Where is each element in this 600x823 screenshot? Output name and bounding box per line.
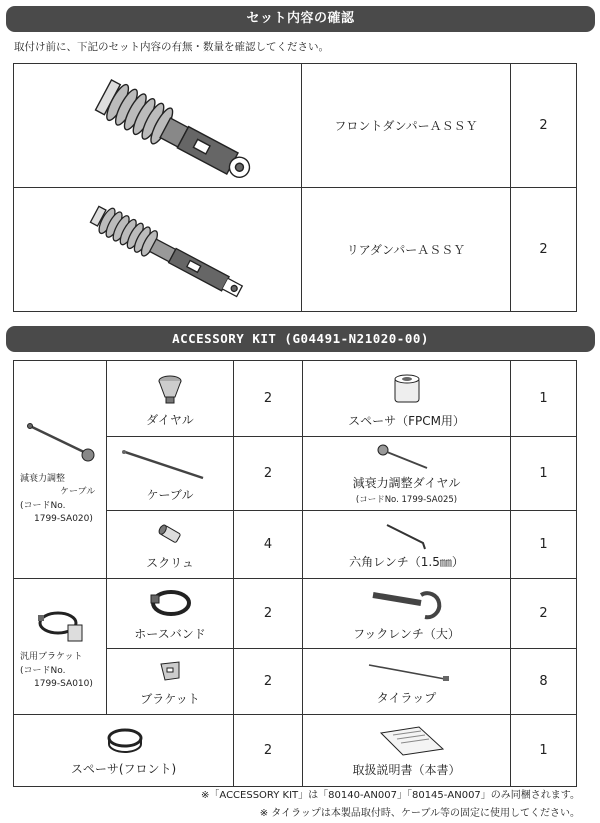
manual-qty: 1	[511, 715, 577, 787]
spacer-icon	[303, 368, 510, 410]
note-accessory-kit: ※「ACCESSORY KIT」は「80140-AN007」「80145-AN007」のみ同梱されます。	[201, 790, 580, 801]
rear-damper-qty: 2	[511, 188, 577, 312]
bracket-label: ブラケット	[140, 692, 200, 706]
hose-band-label: ホースバンド	[134, 627, 206, 641]
table-row	[14, 579, 577, 649]
hex-wrench-qty: 1	[511, 511, 577, 579]
screw-label: スクリュ	[146, 556, 194, 570]
bracket-qty: 2	[234, 649, 303, 715]
cable-tie-label: タイラップ	[376, 691, 437, 705]
hex-wrench-label: 六角レンチ（1.5㎜）	[349, 555, 464, 569]
cable-assembly-icon	[14, 413, 106, 473]
bracket-group-label-1: 汎用ブラケット	[20, 652, 83, 663]
front-damper-image-cell	[14, 64, 302, 188]
bracket-icon	[107, 656, 233, 688]
cable-group-label-2: ケーブル	[60, 487, 96, 497]
spacer-front-label: スペーサ(フロント)	[70, 762, 177, 776]
table-row	[14, 361, 577, 437]
dial-label: ダイヤル	[146, 413, 194, 427]
section-title-contents: セット内容の確認	[6, 6, 595, 32]
bracket-group-cell	[14, 579, 107, 715]
table-row	[14, 64, 577, 188]
spacer-ring-icon	[15, 724, 233, 758]
cable-label: ケーブル	[146, 488, 194, 502]
spacer-fpcm-cell	[303, 361, 511, 437]
cable-tie-icon	[303, 657, 510, 687]
cable-tie-qty: 8	[511, 649, 577, 715]
rear-damper-image-cell	[14, 188, 302, 312]
screw-qty: 4	[234, 511, 303, 579]
dial-icon	[107, 369, 233, 409]
manual-label: 取扱説明書（本書）	[352, 763, 461, 777]
notes	[201, 787, 580, 823]
front-damper-qty: 2	[511, 64, 577, 188]
spacer-fpcm-label: スペーサ（FPCM用）	[348, 414, 465, 428]
hose-band-icon	[107, 585, 233, 623]
cable-cell	[107, 437, 234, 511]
dial-cell	[107, 361, 234, 437]
hose-band-qty: 2	[234, 579, 303, 649]
cable-icon	[107, 444, 233, 484]
adjust-dial-label: 減衰力調整ダイヤル	[352, 476, 461, 490]
cable-qty: 2	[234, 437, 303, 511]
dial-qty: 2	[234, 361, 303, 437]
cable-group-label-4: 1799-SA020)	[34, 514, 93, 524]
hook-wrench-icon	[303, 585, 510, 623]
hook-wrench-label: フックレンチ（大）	[353, 627, 460, 641]
note-cable-tie: ※ タイラップは本製品取付時、ケーブル等の固定に使用してください。	[259, 808, 580, 819]
front-damper-icon	[14, 66, 301, 186]
intro-text: 取付け前に、下記のセット内容の有無・数量を確認してください。	[14, 41, 329, 53]
bracket-cell	[107, 649, 234, 715]
bracket-group-label-2: (コードNo.	[20, 665, 66, 676]
section-title-accessory-kit: ACCESSORY KIT (G04491-N21020-00)	[6, 326, 595, 352]
screw-cell	[107, 511, 234, 579]
spacer-front-qty: 2	[234, 715, 303, 787]
spacer-front-cell	[14, 715, 234, 787]
bracket-group-label-3: 1799-SA010)	[34, 679, 93, 690]
manual-cell	[303, 715, 511, 787]
table-row	[14, 715, 577, 787]
cable-group-label-1: 減衰力調整	[20, 473, 66, 484]
front-damper-name: フロントダンパーＡＳＳＹ	[302, 64, 511, 188]
hose-band-cell	[107, 579, 234, 649]
cable-group-cell	[14, 361, 107, 579]
accessory-kit-table	[13, 360, 577, 787]
hex-wrench-icon	[303, 519, 510, 551]
bracket-assembly-icon	[14, 601, 106, 651]
cable-group-label-3: (コードNo.	[20, 500, 66, 511]
manual-icon	[303, 723, 510, 759]
cable-tie-cell	[303, 649, 511, 715]
hook-wrench-cell	[303, 579, 511, 649]
table-row	[14, 188, 577, 312]
hex-wrench-cell	[303, 511, 511, 579]
adjust-dial-code: (コードNo. 1799-SA025)	[355, 495, 458, 505]
rear-damper-name: リアダンパーＡＳＳＹ	[302, 188, 511, 312]
hook-wrench-qty: 2	[511, 579, 577, 649]
screw-icon	[107, 518, 233, 552]
rear-damper-icon	[14, 190, 301, 310]
spacer-fpcm-qty: 1	[511, 361, 577, 437]
damper-table	[13, 63, 577, 312]
adjust-dial-icon	[303, 442, 510, 472]
adjust-dial-cell	[303, 437, 511, 511]
adjust-dial-qty: 1	[511, 437, 577, 511]
